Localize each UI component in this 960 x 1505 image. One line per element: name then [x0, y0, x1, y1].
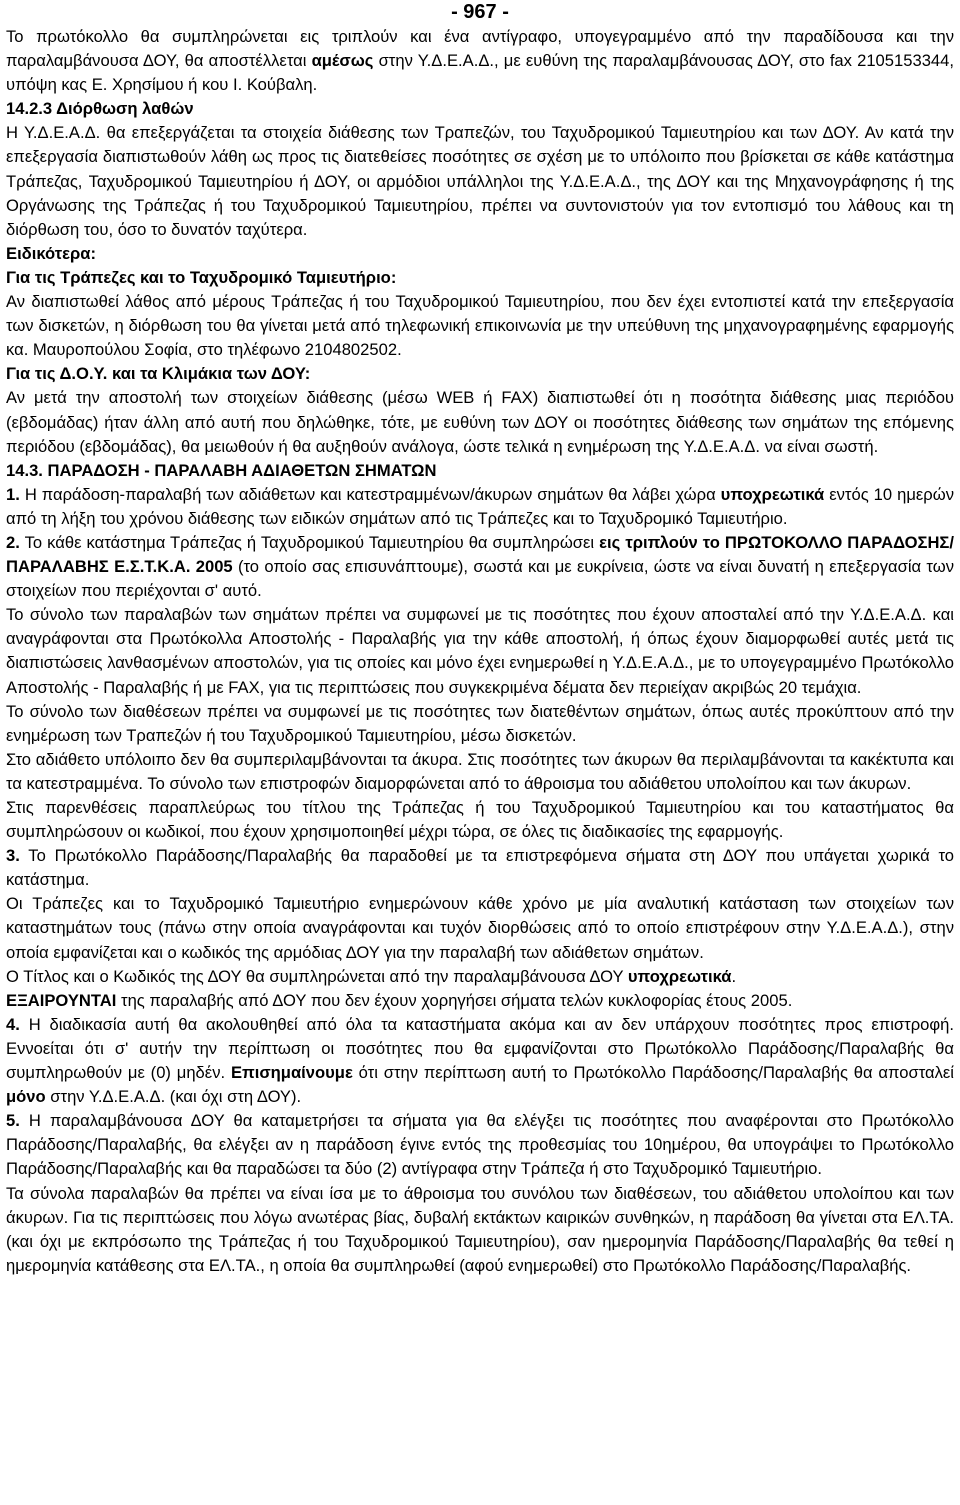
- item-number: 2.: [6, 532, 20, 552]
- bold-run: εις τριπλούν το ΠΡΩΤΟΚΟΛΛΟ ΠΑΡΑΔΟΣΗΣ/ΠΑΡΑΛΑΒΗΣ Ε.Σ.Τ.Κ.Α. 2005: [6, 532, 954, 577]
- section-heading-14-2-3: 14.2.3 Διόρθωση λαθών: [6, 99, 194, 119]
- subheading-specifically: Ειδικότερα:: [6, 243, 97, 263]
- item-1-paragraph: [6, 483, 954, 531]
- text-run: Το κάθε κατάστημα Τράπεζας ή Ταχυδρομικού Ταμιευτηρίου θα συμπληρώσει: [19, 532, 600, 552]
- text-run: (το οποίο σας επισυνάπτουμε), σωστά και με ευκρίνεια, ώστε να είναι δυνατή η επεξεργασία των στοιχείων που περιέχονται σ' αυτό.: [6, 557, 954, 601]
- text-run: .: [731, 966, 737, 986]
- doy-paragraph: Αν μετά την αποστολή των στοιχείων διάθεσης (μέσω WEB ή FAX) διαπιστωθεί ότι η ποσότητα διάθεσης μιας περιόδου (εβδομάδας) ήταν άλλη από αυτή που δηλώθηκε, τότε, με ευθύνη των ΔΟΥ οι ποσότητες διάθεσης των σημάτων της επόμενης περιόδου (εβδομάδας), θα μειωθούν ή θα αυξηθούν ανάλογα, ώστε τελικά η ενημέρωση της Υ.Δ.Ε.Α.Δ. να είναι σωστή.: [6, 388, 954, 456]
- errors-paragraph: Η Υ.Δ.Ε.Α.Δ. θα επεξεργάζεται τα στοιχεία διάθεσης των Τραπεζών, του Ταχυδρομικού Ταμιευτηρίου και των ΔΟΥ. Αν κατά την επεξεργασία διαπιστωθούν λάθη ως προς τις διατεθείσες ποσότητες σε σχέση με το υπόλοιπο που βρίσκεται σε κάθε κατάστημα Τράπεζας, Ταχυδρομικού Ταμιευτηρίου ή ΔΟΥ, οι αρμόδιοι υπάλληλοι της Υ.Δ.Ε.Α.Δ., της ΔΟΥ και της Μηχανογράφησης ή της Οργάνωσης της Τράπεζας ή του Ταχυδρομικού Ταμιευτηρίου, πρέπει να συντονιστούν για τον εντοπισμό του λάθους και τη διόρθωση του, όσο το δυνατόν ταχύτερα.: [6, 123, 954, 239]
- item-5-paragraph-b: Τα σύνολα παραλαβών θα πρέπει να είναι ίσα με το άθροισμα του συνόλου των διαθέσεων, του αδιάθετου υπολοίπου και των άκυρων. Για τις περιπτώσεις που λόγω ανωτέρας βίας, δυβαλή εκτάκτων καιρικών συνθηκών, η παράδοση θα γίνεται στα ΕΛ.ΤΑ. (και όχι με εκπρόσωπο της Τράπεζας ή του Ταχυδρομικού Ταμιευτηρίου), σαν ημερομηνία Παράδοσης/Παραλαβής θα τεθεί η ημερομηνία κατάθεσης στα ΕΛ.ΤΑ., η οποία θα συμπληρωθεί (αφού ενημερωθεί) στο Πρωτόκολλο Παράδοσης/Παραλαβής.: [6, 1183, 954, 1275]
- item-2-paragraph-d: Στο αδιάθετο υπόλοιπο δεν θα συμπεριλαμβάνονται τα άκυρα. Στις ποσότητες των άκυρων θα περιλαμβάνονται τα κακέκτυπα και τα κατεστραμμένα. Το σύνολο των επιστροφών διαμορφώνεται από το άθροισμα του αδιάθετου υπολοίπου και των άκυρων.: [6, 749, 954, 793]
- text-run: Η διαδικασία αυτή θα ακολουθηθεί από όλα τα καταστήματα ακόμα και αν δεν υπάρχουν ποσότητες προς επιστροφή. Εννοείται ότι σ' αυτήν την περίπτωση οι ποσότητες που θα εμφανίζονται στο Πρωτόκολλο Παράδοσης/Παραλαβής θα συμπληρωθούν με (0) μηδέν.: [6, 1014, 954, 1083]
- intro-paragraph: [6, 25, 954, 97]
- item-number: 4.: [6, 1014, 20, 1034]
- subheading-banks: Για τις Τράπεζες και το Ταχυδρομικό Ταμιευτήριο:: [6, 267, 397, 287]
- bold-run: αμέσως: [311, 51, 374, 71]
- section-heading-14-3: 14.3. ΠΑΡΑΔΟΣΗ - ΠΑΡΑΛΑΒΗ ΑΔΙΑΘΕΤΩΝ ΣΗΜΑΤΩΝ: [6, 460, 437, 480]
- text-run: Η παράδοση-παραλαβή των αδιάθετων και κατεστραμμένων/άκυρων σημάτων θα λάβει χώρα: [19, 484, 721, 504]
- item-3-paragraph-b: Οι Τράπεζες και το Ταχυδρομικό Ταμιευτήριο ενημερώνουν κάθε χρόνο με μία αναλυτική κατάσταση των στοιχείων των καταστημάτων τους (πάνω στην οποία αναγράφονται και τυχόν διορθώσεις από το οποίο επιστρέφουν στην Υ.Δ.Ε.Α.Δ.), στην οποία εμφανίζεται και ο κωδικός της αρμόδιας ΔΟΥ για την παραλαβή των αδιάθετων σημάτων.: [6, 894, 954, 962]
- text-run: στην Υ.Δ.Ε.Α.Δ., με ευθύνη της παραλαμβάνουσας ΔΟΥ, στο fax 2105153344, υπόψη κας Ε. Χρησίμου ή κου Ι. Κούβαλη.: [6, 51, 954, 95]
- text-run: Η παραλαμβάνουσα ΔΟΥ θα καταμετρήσει τα σήματα για θα ελέγξει τις ποσότητες που αναφέρονται στο Πρωτόκολλο Παράδοσης/Παραλαβής, θα ελέγξει αν η παράδοση έγινε εντός της προθεσμίας του 10ημέρου, θα υπογράψει το Πρωτόκολλο Παράδοσης/Παραλαβής και θα παραδώσει τα δύο (2) αντίγραφα στην Τράπεζα ή στο Ταχυδρομικό Ταμιευτήριο.: [6, 1111, 954, 1179]
- bold-run: υποχρεωτικά: [627, 966, 732, 986]
- item-5-paragraph: [6, 1109, 954, 1181]
- page-number: - 967 -: [451, 1, 509, 23]
- text-run: ότι στην περίπτωση αυτή το Πρωτόκολλο Παράδοσης/Παραλαβής θα αποσταλεί: [352, 1063, 954, 1083]
- bold-run: Επισημαίνουμε: [230, 1063, 353, 1083]
- bold-run: υποχρεωτικά: [720, 484, 825, 504]
- text-run: της παραλαβής από ΔΟΥ που δεν έχουν χορηγήσει σήματα τελών κυκλοφορίας έτους 2005.: [116, 990, 793, 1010]
- text-run: εντός 10 ημερών από τη λήξη του χρόνου διάθεσης των ειδικών σημάτων από τις Τράπεζες και το Ταχυδρομικό Ταμιευτήριο.: [6, 484, 954, 528]
- item-3-paragraph-d: [6, 989, 954, 1013]
- item-3-paragraph: [6, 844, 954, 892]
- item-2-paragraph-e: Στις παρενθέσεις παραπλεύρως του τίτλου της Τράπεζας ή του Ταχυδρομικού Ταμιευτηρίου και του καταστήματος θα συμπληρώσουν οι κωδικοί, που έχουν χρησιμοποιηθεί μέχρι τώρα, σε όλες τις διαδικασίες της εφαρμογής.: [6, 798, 954, 842]
- item-2-paragraph-b: Το σύνολο των παραλαβών των σημάτων πρέπει να συμφωνεί με τις ποσότητες που έχουν αποσταλεί από την Υ.Δ.Ε.Α.Δ. και αναγράφονται στα Πρωτόκολλα Αποστολής - Παραλαβής για την κάθε αποστολή, ή όπως έχουν διαμορφωθεί αυτές μετά τις διαπιστώσεις λανθασμένων αποστολών, για τις οποίες και μόνο έχει ενημερωθεί η Υ.Δ.Ε.Α.Δ., με το υπογεγραμμένο Πρωτόκολλο Αποστολής - Παραλαβής ή με FAX, για τις περιπτώσεις που συγκεκριμένα δέματα δεν περιείχαν ακριβώς 20 τεμάχια.: [6, 605, 954, 697]
- text-run: Το Πρωτόκολλο Παράδοσης/Παραλαβής θα παραδοθεί με τα επιστρεφόμενα σήματα στη ΔΟΥ που υπάγεται χωρικά το κατάστημα.: [6, 846, 954, 890]
- item-number: 3.: [6, 846, 20, 866]
- text-run: Το πρωτόκολλο θα συμπληρώνεται εις τριπλούν και ένα αντίγραφο, υπογεγραμμένο από την παραδίδουσα και την παραλαμβάνουσα ΔΟΥ, θα αποστέλλεται: [6, 27, 954, 71]
- item-2-paragraph-c: Το σύνολο των διαθέσεων πρέπει να συμφωνεί με τις ποσότητες των διατεθέντων σημάτων, όπως αυτές προκύπτουν από την ενημέρωση των Τραπεζών ή του Ταχυδρομικού Ταμιευτηρίου, μέσω δισκετών.: [6, 701, 954, 745]
- text-run: στην Υ.Δ.Ε.Α.Δ. (και όχι στη ΔΟΥ).: [45, 1087, 302, 1107]
- bold-run: μόνο: [6, 1087, 46, 1107]
- subheading-doy: Για τις Δ.Ο.Υ. και τα Κλιμάκια των ΔΟΥ:: [6, 364, 311, 384]
- item-4-paragraph: [6, 1013, 954, 1109]
- text-run: Ο Τίτλος και ο Κωδικός της ΔΟΥ θα συμπληρώνεται από την παραλαμβάνουσα ΔΟΥ: [6, 966, 628, 986]
- item-number: 1.: [6, 484, 20, 504]
- item-number: 5.: [6, 1111, 20, 1131]
- item-3-paragraph-c: [6, 965, 954, 989]
- banks-paragraph: Αν διαπιστωθεί λάθος από μέρους Τράπεζας ή του Ταχυδρομικού Ταμιευτηρίου, που δεν έχει εντοπιστεί κατά την επεξεργασία των δισκετών, η διόρθωση του θα γίνεται μετά από τηλεφωνική επικοινωνία με την υπεύθυνη της μηχανογραφημένης εφαρμογής κα. Μαυροπούλου Σοφία, στο τηλέφωνο 2104802502.: [6, 292, 954, 360]
- item-2-paragraph: [6, 531, 954, 603]
- bold-run: ΕΞΑΙΡΟΥΝΤΑΙ: [6, 990, 117, 1010]
